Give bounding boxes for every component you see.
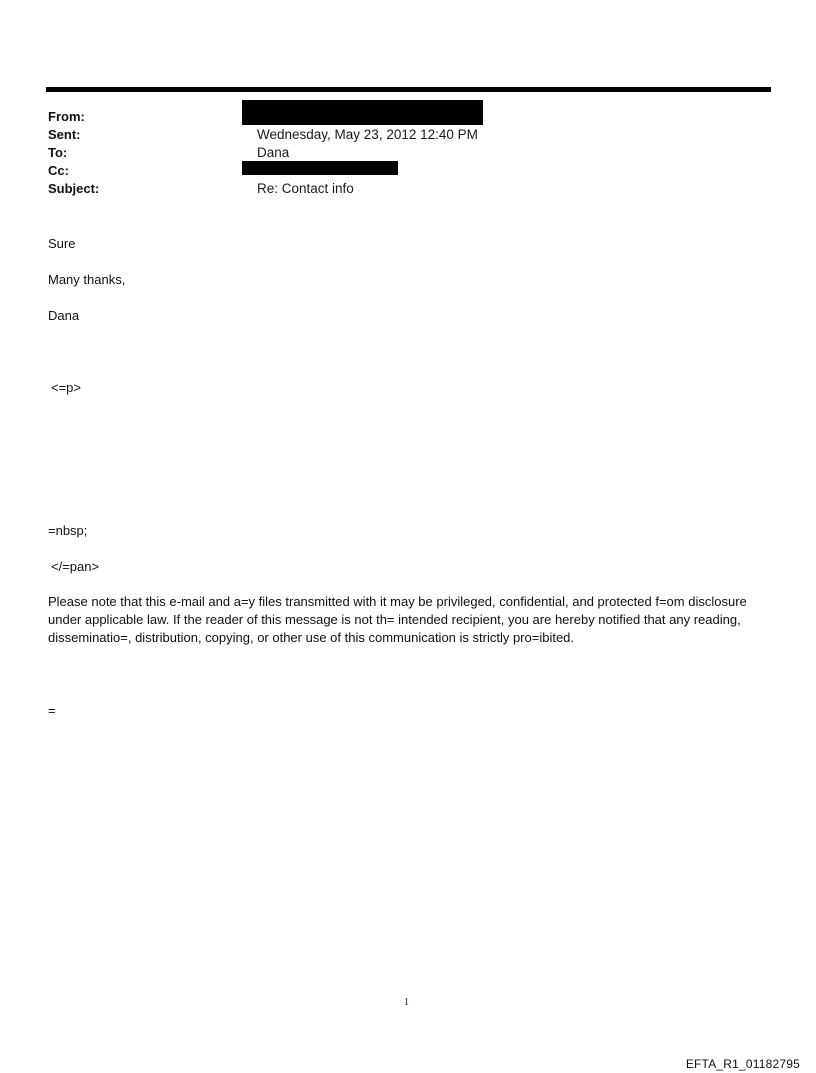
header-rule: [46, 87, 771, 92]
sent-value: Wednesday, May 23, 2012 12:40 PM: [257, 127, 478, 142]
body-line-thanks: Many thanks,: [48, 272, 126, 287]
from-label: From:: [48, 109, 85, 124]
body-line-sure: Sure: [48, 236, 76, 251]
to-value: Dana: [257, 145, 290, 160]
document-id: EFTA_R1_01182795: [685, 1057, 800, 1071]
body-line-signature: Dana: [48, 308, 80, 323]
body-line-artifact-nbsp: =nbsp;: [48, 523, 88, 538]
from-redaction: [242, 100, 483, 125]
cc-label: Cc:: [48, 163, 69, 178]
confidentiality-disclaimer: Please note that this e-mail and a=y files transmitted with it may be privileged, confidential, and protected f=om disclosure under applicable law. If the reader of this message is not th= intended recipient, you are hereby notified that any reading, disseminatio=, distribution, copying, or other use of this communication is strictly pro=ibited.: [48, 594, 747, 645]
subject-label: Subject:: [48, 181, 100, 196]
body-line-trailer: =: [48, 703, 56, 718]
subject-value: Re: Contact info: [257, 181, 354, 196]
body-line-artifact-p: <=p>: [51, 380, 82, 395]
body-line-artifact-span: </=pan>: [51, 559, 100, 574]
to-label: To:: [48, 145, 68, 160]
page-number: 1: [404, 997, 409, 1008]
cc-redaction: [242, 161, 398, 175]
sent-label: Sent:: [48, 127, 81, 142]
